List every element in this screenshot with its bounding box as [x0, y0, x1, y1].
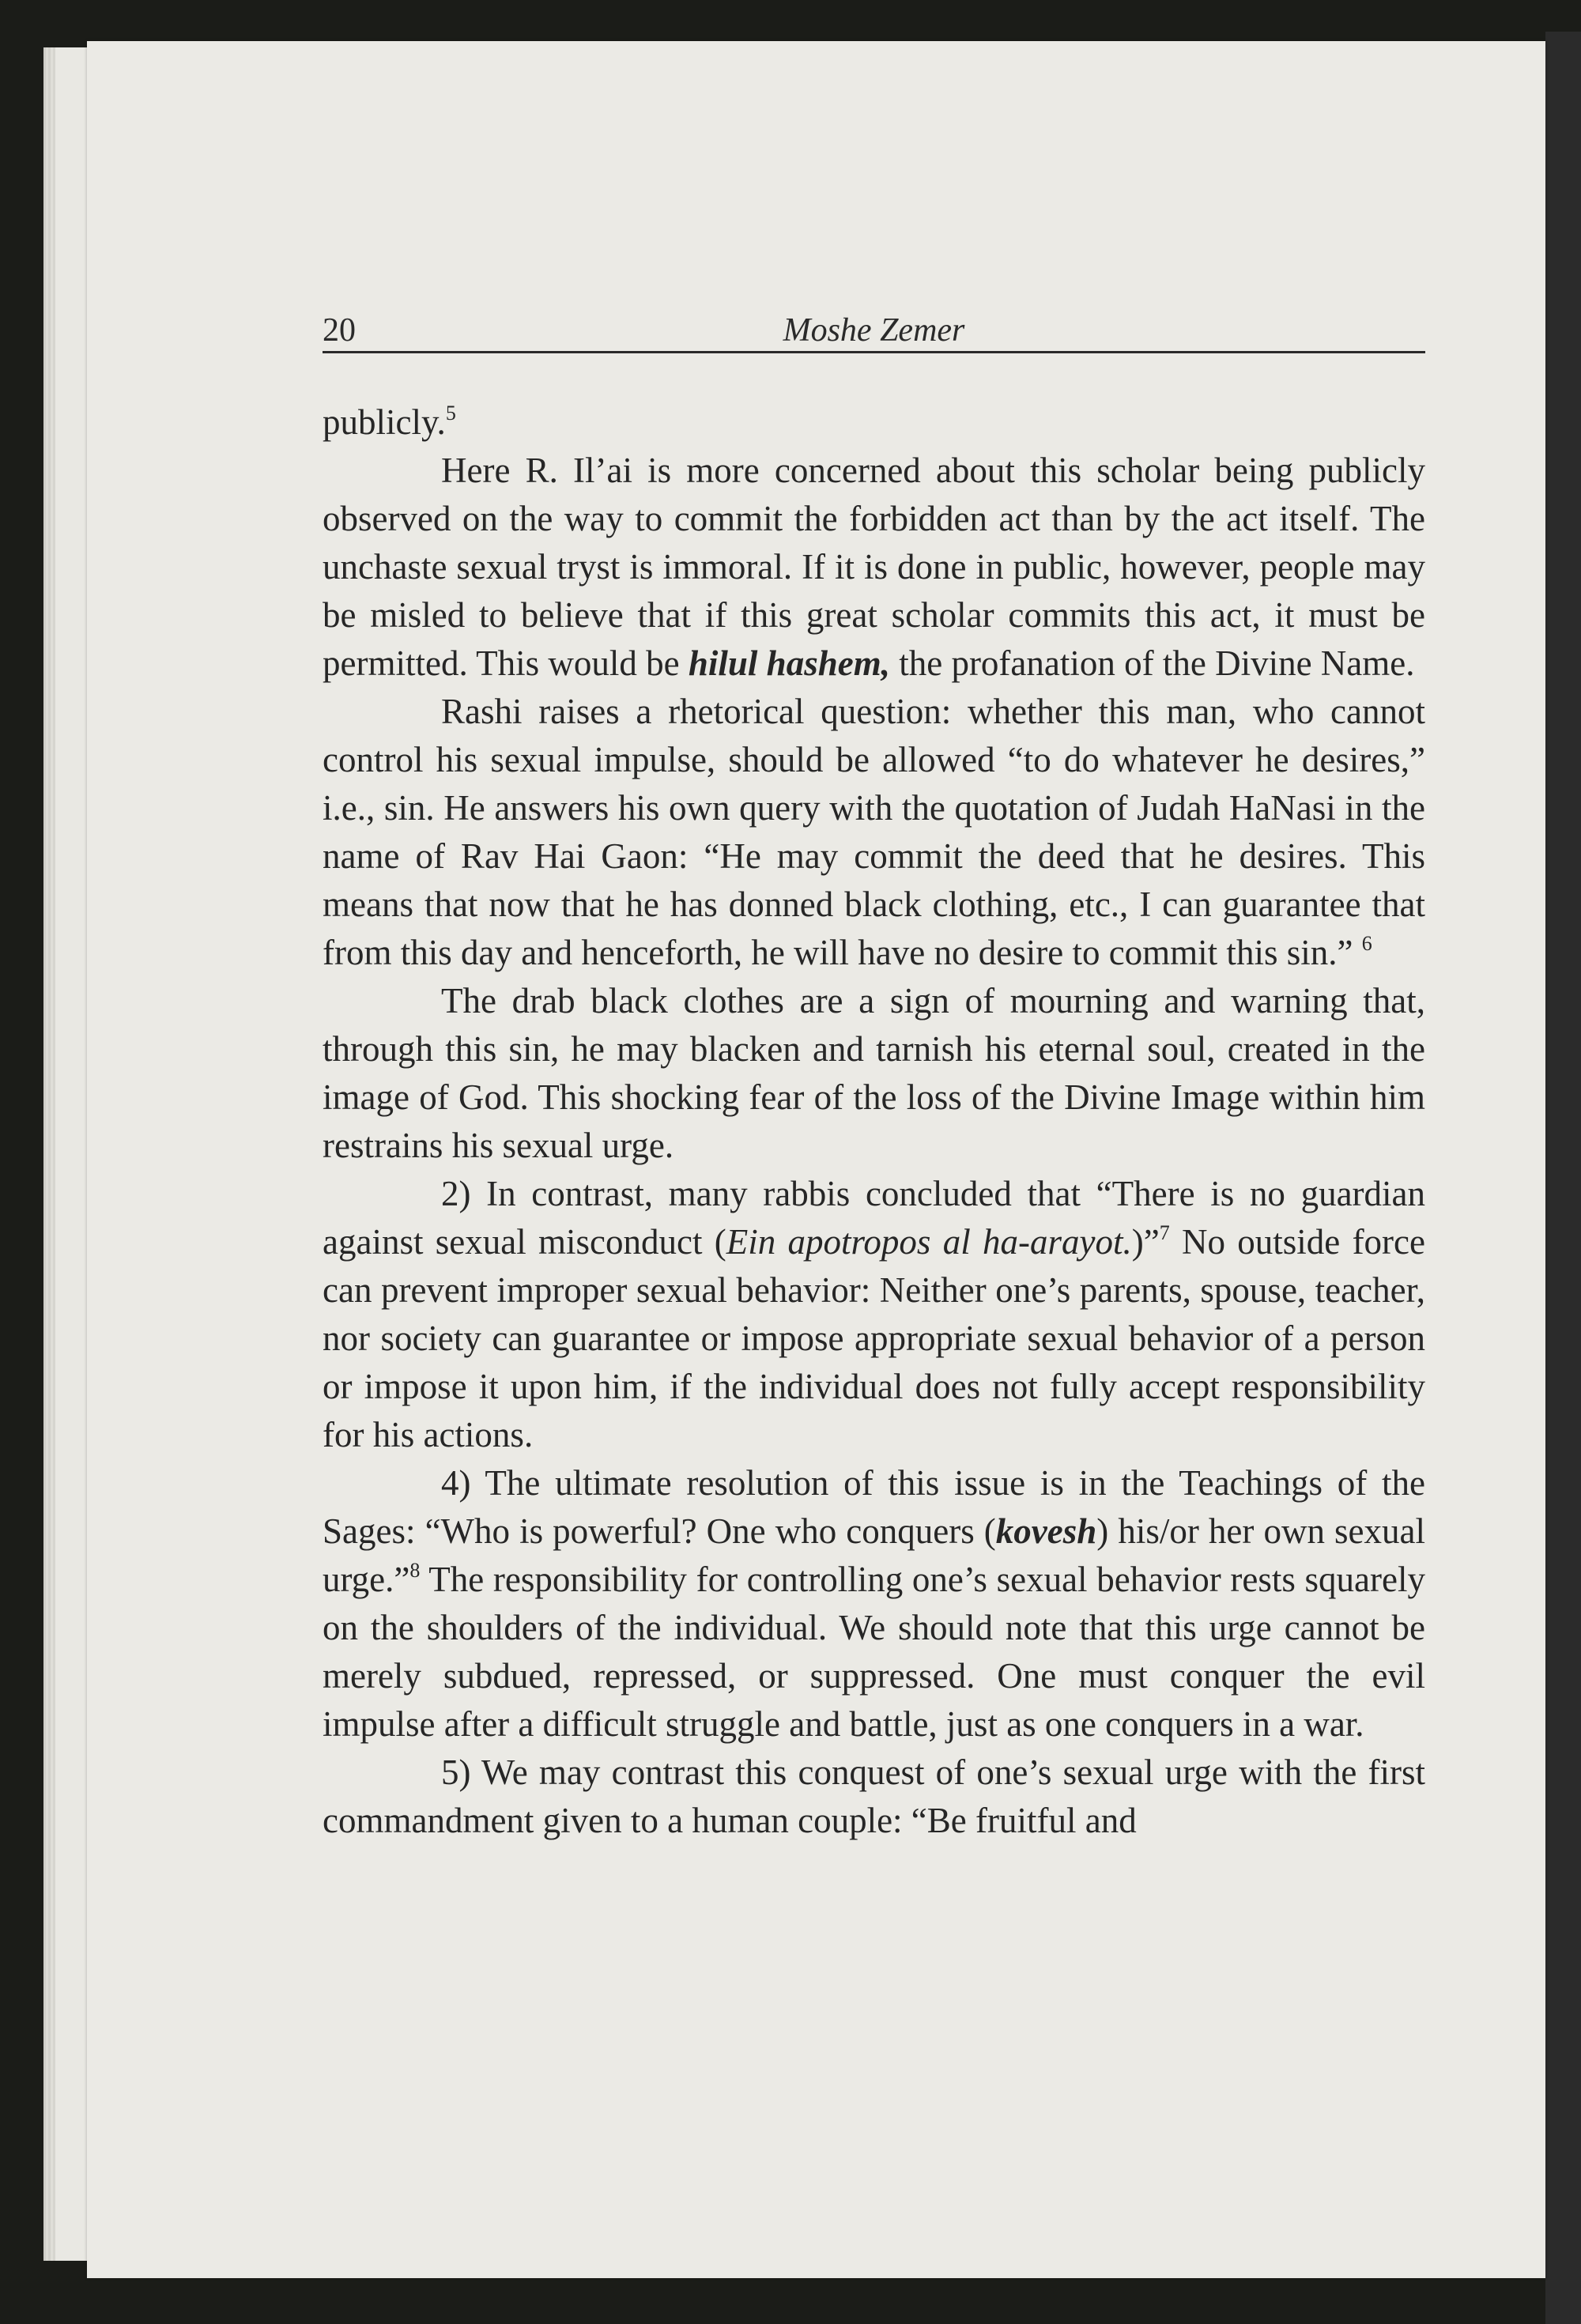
body-text — [323, 398, 1425, 1845]
footnote-ref-5: 5 — [445, 402, 456, 424]
hebrew-term: Ein apotropos al ha-arayot. — [726, 1222, 1132, 1262]
page-number: 20 — [323, 312, 356, 349]
hebrew-term: kovesh — [995, 1511, 1097, 1551]
footnote-ref-8: 8 — [409, 1559, 421, 1582]
hebrew-term: hilul hashem, — [688, 643, 890, 683]
page-header — [323, 310, 1425, 353]
paragraph-4: The drab black clothes are a sign of mourning and warning that, through this sin, he may blacken and tarnish his eternal soul, created in the image of God. This shocking fear of the loss of the Divine Image within him restrains his sexual urge. — [323, 981, 1425, 1165]
paragraph-2: Here R. Il’ai is more concerned about this scholar being publicly observed on the way to commit the forbidden act than by the act itself. The unchaste sexual tryst is immoral. If it is done in public, however, people may be misled to believe that if this great scholar commits this act, it must be permitted. This would be hilul hashem, the profanation of the Divine Name. — [323, 451, 1425, 683]
footnote-ref-6: 6 — [1361, 932, 1372, 955]
running-head: Moshe Zemer — [783, 312, 965, 349]
paragraph-7: 5) We may contrast this conquest of one’s sexual urge with the first commandment given to a human couple: “Be fruitful and — [323, 1752, 1425, 1840]
paragraph-3: Rashi raises a rhetorical question: whether this man, who cannot control his sexual impulse, should be allowed “to do whatever he desires,” i.e., sin. He answers his own query with the quotation of Judah HaNasi in the name of Rav Hai Gaon: “He may commit the deed that he desires. This means that now that he has donned black clothing, etc., I can guarantee that from this day and henceforth, he will have no desire to commit this sin.” $^6$ — [323, 692, 1425, 972]
footnote-ref-7: 7 — [1159, 1221, 1170, 1244]
paragraph-1: publicly.$^5$ — [323, 402, 456, 442]
paragraph-6: 4) The ultimate resolution of this issue is in the Teachings of the Sages: “Who is powerful? One who conquers (kovesh) his/or her own sexual urge.”$^8$ The responsibility for controlling one’s sexual behavior rests squarely on the shoulders of the individual. We should note that this urge cannot be merely subdued, repressed, or suppressed. One must conquer the evil impulse after a difficult struggle and battle, just as one conquers in a war. — [323, 1463, 1426, 1744]
paragraph-5: 2) In contrast, many rabbis concluded that “There is no guardian against sexual misconduct (Ein apotropos al ha-arayot.)”$^7$ No outside force can prevent improper sexual behavior: Neither one’s parents, spouse, teacher, nor society can guarantee or impose appropriate sexual behavior of a person or impose it upon him, if the individual does not fully accept responsibility for his actions. — [323, 1174, 1425, 1454]
dark-background-strip — [1545, 32, 1581, 2324]
